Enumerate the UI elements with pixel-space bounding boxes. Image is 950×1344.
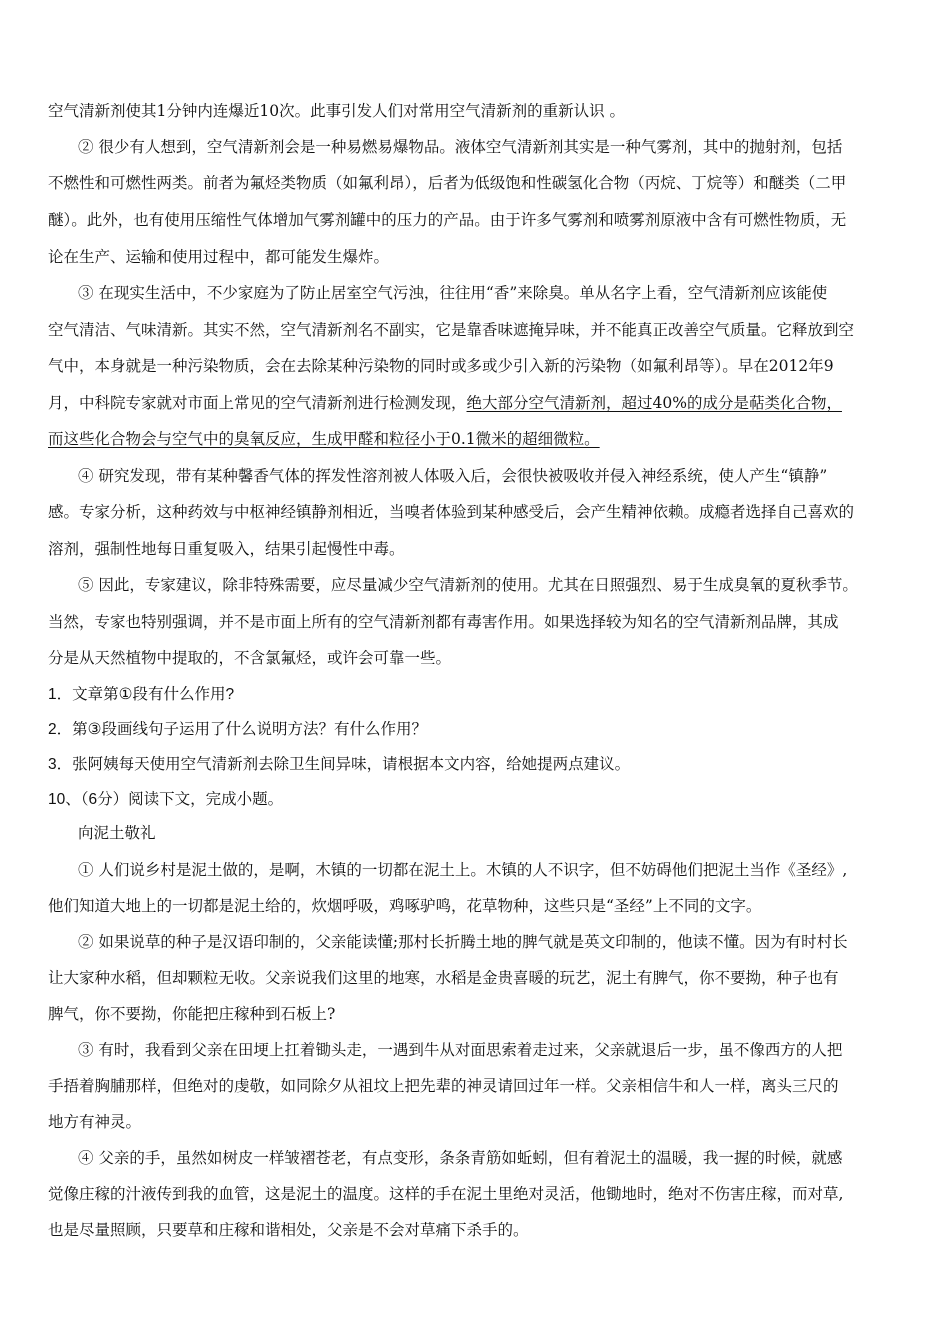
- passage1-line: 论在生产、运输和使用过程中，都可能发生爆炸。: [48, 248, 390, 266]
- passage2-paragraph-4: ④ 父亲的手，虽然如树皮一样皱褶苍老，有点变形，条条青筋如蚯蚓，但有着泥土的温暖，我一握的时候，就感: [78, 1149, 843, 1167]
- passage2-line: 也是尽量照顾，只要草和庄稼和谐相处，父亲是不会对草痛下杀手的。: [48, 1221, 529, 1239]
- passage1-line-text: 月，中科院专家就对市面上常见的空气清新剂进行检测发现，: [48, 394, 467, 412]
- passage2-line: 让大家种水稻，但却颗粒无收。父亲说我们这里的地寒，水稻是金贵喜暖的玩艺，泥土有脾气，你不要拗，种子也有: [48, 969, 839, 987]
- question-3: 3．张阿姨每天使用空气清新剂去除卫生间异味，请根据本文内容，给她提两点建议。: [48, 756, 631, 773]
- passage1-line: 溶剂，强制性地每日重复吸入，结果引起慢性中毒。: [48, 540, 405, 558]
- passage1-paragraph-3: ③ 在现实生活中，不少家庭为了防止居室空气污浊，往往用“香”来除臭。单从名字上看，空气清新剂应该能使: [78, 284, 828, 302]
- passage1-line: 气中，本身就是一种污染物质，会在去除某种污染物的同时或多或少引入新的污染物（如氟利昂等）。早在2012年9: [48, 357, 834, 375]
- passage1-paragraph-5: ⑤ 因此，专家建议，除非特殊需要，应尽量减少空气清新剂的使用。尤其在日照强烈、易于生成臭氧的夏秋季节。: [78, 576, 858, 594]
- passage2-line: 手捂着胸脯那样，但绝对的虔敬，如同除夕从祖坟上把先辈的神灵请回过年一样。父亲相信牛和人一样，离头三尺的: [48, 1077, 839, 1095]
- underlined-sentence: 绝大部分空气清新剂，超过40%的成分是萜类化合物，: [466, 394, 842, 412]
- question-1: 1．文章第①段有什么作用?: [48, 686, 235, 703]
- passage1-paragraph-4: ④ 研究发现，带有某种馨香气体的挥发性溶剂被人体吸入后，会很快被吸收并侵入神经系统，使人产生“镇静”: [78, 467, 828, 485]
- passage2-line: 觉像庄稼的汁液传到我的血管，这是泥土的温度。这样的手在泥土里绝对灵活，他锄地时，绝对不伤害庄稼，而对草,: [48, 1185, 844, 1203]
- passage2-line: 地方有神灵。: [48, 1113, 142, 1131]
- passage1-line: 当然，专家也特别强调，并不是市面上所有的空气清新剂都有毒害作用。如果选择较为知名的空气清新剂品牌，其成: [48, 613, 839, 631]
- passage1-line: 分是从天然植物中提取的，不含氯氟烃，或许会可靠一些。: [48, 649, 452, 667]
- question-10-heading: 10、（6分）阅读下文，完成小题。: [48, 791, 284, 808]
- passage1-line: 感。专家分析，这种药效与中枢神经镇静剂相近，当嗅者体验到某种感受后，会产生精神依赖。成瘾者选择自己喜欢的: [48, 503, 855, 521]
- underlined-sentence: 而这些化合物会与空气中的臭氧反应，生成甲醛和粒径小于0.1微米的超细微粒。: [48, 430, 600, 448]
- passage2-title: 向泥土敬礼: [78, 825, 156, 842]
- passage2-paragraph-2: ② 如果说草的种子是汉语印制的，父亲能读懂;那村长折腾土地的脾气就是英文印制的，他读不懂。因为有时村长: [78, 933, 848, 951]
- passage2-paragraph-1: ① 人们说乡村是泥土做的，是啊，木镇的一切都在泥土上。木镇的人不识字，但不妨碍他们把泥土当作《圣经》,: [78, 861, 848, 879]
- passage1-line-with-underline: [48, 392, 908, 414]
- passage2-paragraph-3: ③ 有时，我看到父亲在田埂上扛着锄头走，一遇到牛从对面思索着走过来，父亲就退后一步，虽不像西方的人把: [78, 1041, 843, 1059]
- passage1-line: 醚）。此外，也有使用压缩性气体增加气雾剂罐中的压力的产品。由于许多气雾剂和喷雾剂原液中含有可燃性物质，无: [48, 211, 847, 229]
- passage1-line: 不燃性和可燃性两类。前者为氟烃类物质（如氟利昂），后者为低级饱和性碳氢化合物（丙烷、丁烷等）和醚类（二甲: [48, 174, 847, 192]
- passage2-line: 他们知道大地上的一切都是泥土给的，炊烟呼吸，鸡啄驴鸣，花草物种，这些只是“圣经”上不同的文字。: [48, 897, 762, 915]
- passage1-line: 空气清新剂使其1分钟内连爆近10次。此事引发人们对常用空气清新剂的重新认识 。: [48, 102, 626, 120]
- question-2: 2．第③段画线句子运用了什么说明方法？有什么作用？: [48, 721, 428, 738]
- passage1-paragraph-2: ② 很少有人想到，空气清新剂会是一种易燃易爆物品。液体空气清新剂其实是一种气雾剂，其中的抛射剂，包括: [78, 138, 843, 156]
- passage1-line: 空气清洁、气味清新。其实不然，空气清新剂名不副实，它是靠香味遮掩异味，并不能真正改善空气质量。它释放到空: [48, 321, 855, 339]
- passage2-line: 脾气，你不要拗，你能把庄稼种到石板上?: [48, 1005, 336, 1023]
